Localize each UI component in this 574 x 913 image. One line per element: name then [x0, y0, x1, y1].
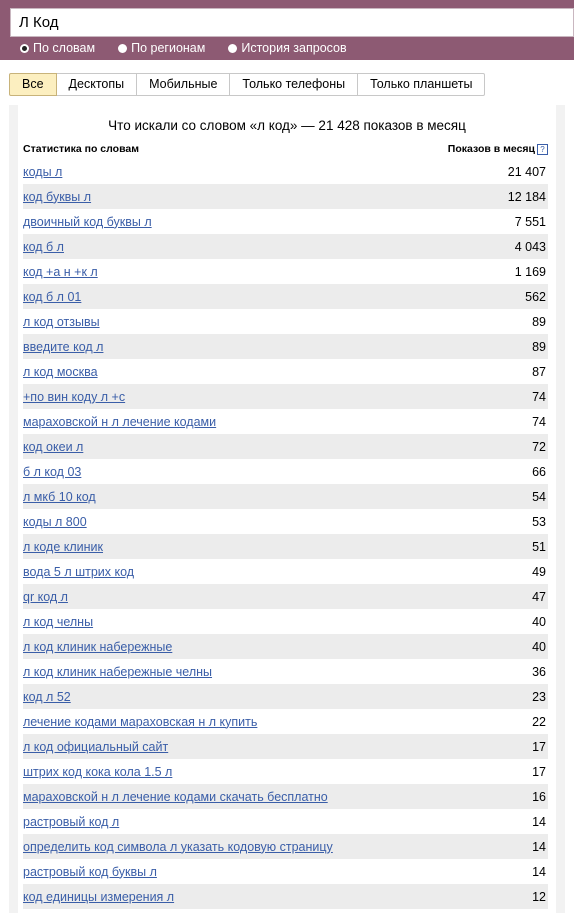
table-row [23, 884, 548, 909]
keyword-link[interactable]: лечение кодами мараховская н л купить [23, 714, 258, 729]
impressions-count: 16 [532, 789, 546, 804]
table-row [23, 184, 548, 209]
table-row [23, 359, 548, 384]
keyword-link[interactable]: qr код л [23, 589, 68, 604]
table-row [23, 609, 548, 634]
impressions-count: 7 551 [514, 214, 546, 229]
keyword-link[interactable]: л код отзывы [23, 314, 100, 329]
impressions-count: 17 [532, 764, 546, 779]
keyword-link[interactable]: б л код 03 [23, 464, 82, 479]
table-row [23, 859, 548, 884]
table-row [23, 759, 548, 784]
keyword-link[interactable]: код +а н +к л [23, 264, 98, 279]
keyword-link[interactable]: л мкб 10 код [23, 489, 96, 504]
tab[interactable]: Только планшеты [358, 73, 485, 96]
impressions-count: 47 [532, 589, 546, 604]
keyword-link[interactable]: определить код символа л указать кодовую страницу [23, 839, 333, 854]
search-band [0, 0, 574, 60]
table-header [23, 143, 548, 157]
table-row [23, 634, 548, 659]
impressions-count: 53 [532, 514, 546, 529]
keyword-link[interactable]: л код клиник набережные [23, 639, 173, 654]
keyword-link[interactable]: коды л [23, 164, 63, 179]
table-row [23, 334, 548, 359]
impressions-count: 40 [532, 639, 546, 654]
keyword-link[interactable]: код буквы л [23, 189, 92, 204]
tab[interactable]: Мобильные [137, 73, 230, 96]
keyword-link[interactable]: л коде клиник [23, 539, 104, 554]
impressions-count: 14 [532, 864, 546, 879]
keyword-link[interactable]: вода 5 л штрих код [23, 564, 135, 579]
keyword-link[interactable]: код океи л [23, 439, 84, 454]
search-input[interactable]: Л Код [10, 8, 574, 37]
table-row [23, 559, 548, 584]
keyword-link[interactable]: коды л 800 [23, 514, 87, 529]
search-mode-radios [20, 38, 370, 58]
keyword-link[interactable]: растровый код л [23, 814, 120, 829]
radio-label: По словам [33, 41, 96, 55]
table-row [23, 409, 548, 434]
impressions-count: 49 [532, 564, 546, 579]
radio-dot-icon [118, 44, 127, 53]
radio-option[interactable] [228, 41, 346, 55]
keyword-link[interactable]: код л 52 [23, 689, 71, 704]
keyword-link[interactable]: мараховской н л лечение кодами [23, 414, 217, 429]
keyword-link[interactable]: введите код л [23, 339, 104, 354]
keyword-link[interactable]: +по вин коду л +с [23, 389, 126, 404]
impressions-count: 12 [532, 889, 546, 904]
table-row [23, 534, 548, 559]
keyword-link[interactable]: л код челны [23, 614, 94, 629]
radio-dot-icon [20, 44, 29, 53]
impressions-count: 51 [532, 539, 546, 554]
impressions-count: 4 043 [514, 239, 546, 254]
keyword-link[interactable]: штрих код кока кола 1.5 л [23, 764, 173, 779]
impressions-count: 66 [532, 464, 546, 479]
table-row [23, 159, 548, 184]
table-row [23, 709, 548, 734]
impressions-count: 17 [532, 739, 546, 754]
table-row [23, 234, 548, 259]
impressions-count: 21 407 [507, 164, 546, 179]
table-row [23, 809, 548, 834]
table-row [23, 684, 548, 709]
device-tabs [9, 73, 485, 96]
keyword-link[interactable]: мараховской н л лечение кодами скачать бесплатно [23, 789, 328, 804]
keyword-link[interactable]: код б л [23, 239, 64, 254]
radio-dot-icon [228, 44, 237, 53]
table-row [23, 284, 548, 309]
impressions-count: 22 [532, 714, 546, 729]
table-row [23, 734, 548, 759]
table-row [23, 659, 548, 684]
impressions-count: 1 169 [514, 264, 546, 279]
impressions-count: 14 [532, 839, 546, 854]
radio-label: По регионам [131, 41, 206, 55]
keyword-link[interactable]: код единицы измерения л [23, 889, 175, 904]
impressions-count: 14 [532, 814, 546, 829]
table-row [23, 459, 548, 484]
column-count-header [448, 143, 548, 155]
keyword-link[interactable]: л код клиник набережные челны [23, 664, 213, 679]
results-title: Что искали со словом «л код» — 21 428 показов в месяц [108, 118, 466, 133]
column-keyword-header: Статистика по словам [23, 143, 139, 155]
table-row [23, 484, 548, 509]
tab[interactable]: Только телефоны [230, 73, 358, 96]
table-row [23, 434, 548, 459]
keyword-link[interactable]: л код москва [23, 364, 98, 379]
impressions-count: 72 [532, 439, 546, 454]
table-row [23, 784, 548, 809]
table-row [23, 584, 548, 609]
keyword-link[interactable]: л код официальный сайт [23, 739, 169, 754]
impressions-count: 87 [532, 364, 546, 379]
keyword-link[interactable]: растровый код буквы л [23, 864, 157, 879]
results-table [23, 159, 548, 909]
impressions-count: 562 [525, 289, 546, 304]
help-icon[interactable]: ? [537, 144, 548, 155]
impressions-count: 89 [532, 339, 546, 354]
impressions-count: 36 [532, 664, 546, 679]
results-panel [9, 105, 565, 913]
tab[interactable]: Все [9, 73, 57, 96]
impressions-count: 74 [532, 414, 546, 429]
radio-label: История запросов [241, 41, 347, 55]
impressions-count: 12 184 [507, 189, 546, 204]
radio-option[interactable] [20, 41, 95, 55]
impressions-count: 40 [532, 614, 546, 629]
table-row [23, 309, 548, 334]
radio-option[interactable] [118, 41, 205, 55]
keyword-link[interactable]: двоичный код буквы л [23, 214, 152, 229]
impressions-count: 54 [532, 489, 546, 504]
results-card [18, 105, 556, 913]
table-row [23, 384, 548, 409]
impressions-count: 89 [532, 314, 546, 329]
table-row [23, 509, 548, 534]
tab[interactable]: Десктопы [57, 73, 138, 96]
impressions-count: 74 [532, 389, 546, 404]
impressions-count: 23 [532, 689, 546, 704]
table-row [23, 259, 548, 284]
table-row [23, 834, 548, 859]
column-count-label: Показов в месяц [447, 143, 535, 155]
keyword-link[interactable]: код б л 01 [23, 289, 82, 304]
table-row [23, 209, 548, 234]
